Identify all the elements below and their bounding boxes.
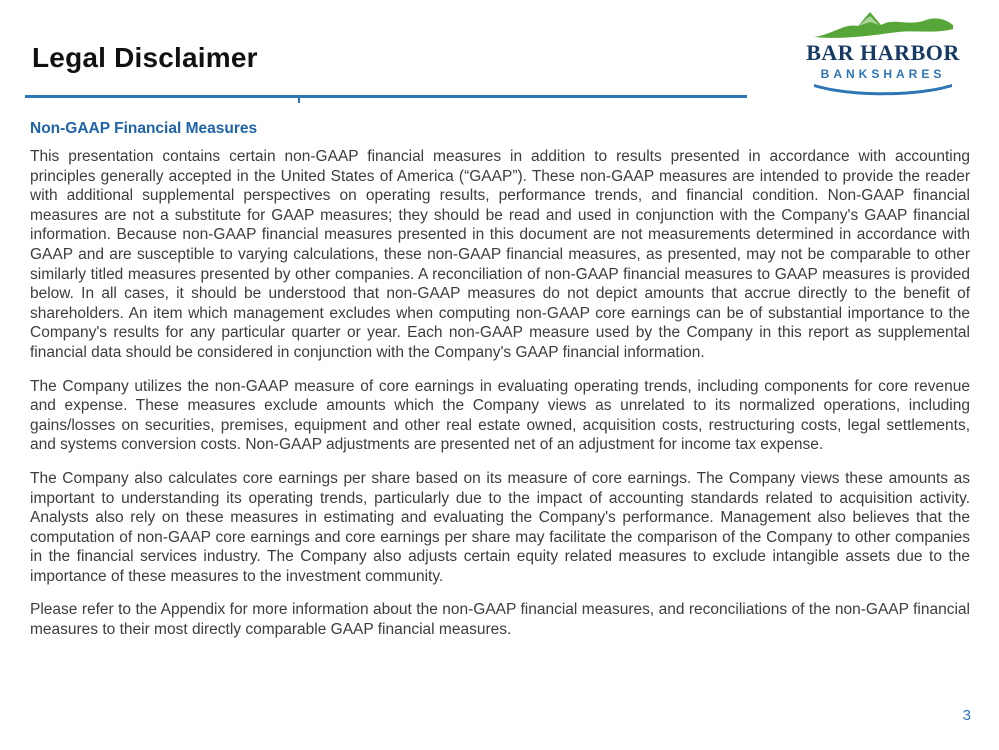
paragraph-4: Please refer to the Appendix for more information about the non-GAAP financial measures, and reconciliations of the non-GAAP financial measures to their most directly comparable GAAP financial measures. — [30, 601, 970, 639]
title-underline-tick — [298, 95, 300, 103]
paragraph-1: This presentation contains certain non-GAAP financial measures in addition to results presented in accordance with accounting principles generally accepted in the United States of America (“GAAP”). These non-GAAP measures are intended to provide the reader with additional supplemental perspectives on operating results, performance trends, and financial condition. Non-GAAP financial measures are not a substitute for GAAP measures; they should be read and used in conjunction with the Company's GAAP financial information. Because non-GAAP financial measures presented in this document are not measurements determined in accordance with GAAP and are susceptible to varying calculations, these non-GAAP financial measures, as presented, may not be comparable to other similarly titled measures presented by other companies. A reconciliation of non-GAAP financial measures to GAAP measures is provided below. In all cases, it should be understood that non-GAAP measures do not depict amounts that accrue directly to the benefit of shareholders. An item which management excludes when computing non-GAAP core earnings can be of substantial importance to the Company's results for any particular quarter or year. Each non-GAAP measure used by the Company in this report as supplemental financial data should be considered in conjunction with the Company's GAAP financial information. — [30, 148, 970, 361]
bar-harbor-logo — [793, 8, 973, 97]
content-area — [30, 120, 970, 654]
paragraph-2: The Company utilizes the non-GAAP measure of core earnings in evaluating operating trends, including components for core revenue and expense. These measures exclude amounts which the Company views as unrelated to its normalized operations, including gains/losses on securities, premises, equipment and other real estate owned, acquisition costs, restructuring costs, legal settlements, and systems conversion costs. Non-GAAP adjustments are presented net of an adjustment for income tax expense. — [30, 377, 970, 454]
paragraph-3: The Company also calculates core earnings per share based on its measure of core earnings. The Company views these amounts as important to understanding its operating trends, particularly due to the impact of accounting standards related to acquisition activity. Analysts also rely on these measures in estimating and evaluating the Company's performance. Management also believes that the computation of non-GAAP core earnings and core earnings per share may facilitate the comparison of the Company to other companies in the financial services industry. The Company also adjusts certain equity related measures to exclude intangible assets due to the importance of these measures to the investment community. — [30, 469, 970, 585]
mountains-icon — [808, 8, 958, 40]
page-number: 3 — [962, 707, 971, 724]
logo-subword: BANKSHARES — [820, 67, 946, 81]
swoosh-icon — [808, 83, 958, 97]
section-heading: Non-GAAP Financial Measures — [30, 120, 258, 137]
page-title: Legal Disclaimer — [32, 42, 258, 73]
logo-wordmark: BAR HARBOR — [806, 40, 960, 65]
title-underline — [25, 95, 747, 98]
